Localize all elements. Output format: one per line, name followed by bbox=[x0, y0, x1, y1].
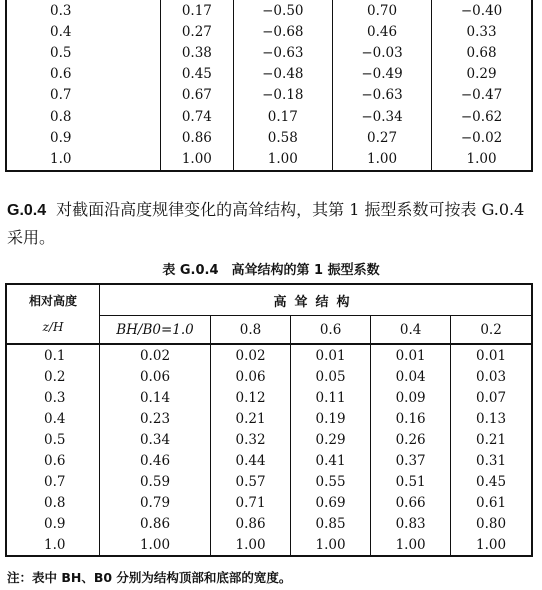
table-cell: 0.26 bbox=[371, 429, 451, 450]
relative-height-label: 相对高度 bbox=[28, 294, 77, 308]
table-cell: 0.21 bbox=[476, 431, 507, 448]
top-continued-table bbox=[5, 0, 533, 172]
ratio-header: 0.4 bbox=[371, 316, 451, 345]
table-cell: 0.29 bbox=[291, 429, 371, 450]
table-cell: 0.67 bbox=[161, 85, 234, 106]
table-cell: 0.7 bbox=[6, 85, 161, 106]
clause-number: G.0.4 bbox=[7, 202, 47, 219]
table-cell: 0.61 bbox=[476, 494, 507, 511]
table-cell: 0.59 bbox=[100, 471, 211, 492]
table-cell: −0.62 bbox=[460, 108, 503, 125]
table-row bbox=[6, 85, 532, 106]
table-cell: 0.80 bbox=[476, 515, 507, 532]
table-cell: 0.5 bbox=[6, 42, 161, 63]
table-cell: 0.11 bbox=[291, 387, 371, 408]
ratio-header: 0.2 bbox=[451, 316, 532, 345]
table-row bbox=[6, 42, 532, 63]
table-cell: 0.86 bbox=[211, 513, 291, 534]
table-cell: 0.01 bbox=[476, 347, 507, 364]
table-cell: 0.01 bbox=[291, 344, 371, 366]
table-row bbox=[6, 366, 532, 387]
table-cell: 0.05 bbox=[291, 366, 371, 387]
table-cell: −0.49 bbox=[332, 64, 431, 85]
table-cell: 0.74 bbox=[161, 106, 234, 127]
table-row bbox=[6, 408, 532, 429]
table-cell: 0.70 bbox=[332, 0, 431, 21]
table-cell: 0.12 bbox=[211, 387, 291, 408]
table-row bbox=[6, 127, 532, 148]
mode-coefficient-table bbox=[5, 283, 533, 557]
table-cell: 0.06 bbox=[100, 366, 211, 387]
table-cell: 1.00 bbox=[332, 148, 431, 170]
table-cell: −0.18 bbox=[233, 85, 332, 106]
table-cell: 0.71 bbox=[211, 492, 291, 513]
table-cell: 0.2 bbox=[6, 366, 100, 387]
table-cell: 0.38 bbox=[161, 42, 234, 63]
table-cell: 0.29 bbox=[466, 66, 497, 83]
table-cell: 0.33 bbox=[466, 23, 497, 40]
table-cell: 0.58 bbox=[233, 127, 332, 148]
table-cell: 0.31 bbox=[476, 452, 507, 469]
table-cell: 1.00 bbox=[371, 534, 451, 556]
table-cell: 0.34 bbox=[100, 429, 211, 450]
table-row bbox=[6, 513, 532, 534]
zh-label: z/H bbox=[42, 320, 64, 334]
ratio-label: BH/B0=1.0 bbox=[116, 321, 194, 338]
table-cell: 0.55 bbox=[291, 471, 371, 492]
table-cell: 0.17 bbox=[233, 106, 332, 127]
table-cell: 1.00 bbox=[291, 534, 371, 556]
table-cell: 0.79 bbox=[100, 492, 211, 513]
table-row bbox=[6, 492, 532, 513]
table-row bbox=[6, 106, 532, 127]
table-cell: 0.5 bbox=[6, 429, 100, 450]
table-cell: 0.44 bbox=[211, 450, 291, 471]
table-cell: 0.45 bbox=[476, 473, 507, 490]
table-cell: 0.83 bbox=[371, 513, 451, 534]
table-cell: 0.3 bbox=[6, 0, 161, 21]
table-cell: 1.00 bbox=[161, 148, 234, 170]
table-cell: 1.00 bbox=[211, 534, 291, 556]
table-cell: 0.4 bbox=[6, 408, 100, 429]
table-cell: 0.27 bbox=[161, 21, 234, 42]
table-cell: 0.68 bbox=[466, 44, 497, 61]
ratio-header: 0.6 bbox=[291, 316, 371, 345]
table-cell: 0.03 bbox=[476, 368, 507, 385]
ratio-header: 0.8 bbox=[211, 316, 291, 345]
table-cell: −0.40 bbox=[460, 2, 503, 19]
table-row bbox=[6, 344, 532, 366]
table-row bbox=[6, 534, 532, 556]
table-row bbox=[6, 64, 532, 85]
table-cell: 0.16 bbox=[371, 408, 451, 429]
table-row bbox=[6, 387, 532, 408]
table-cell: 1.00 bbox=[100, 534, 211, 556]
table-cell: 0.19 bbox=[291, 408, 371, 429]
table-cell: 1.0 bbox=[6, 148, 161, 170]
table-cell: 0.09 bbox=[371, 387, 451, 408]
table-cell: 0.32 bbox=[211, 429, 291, 450]
table-cell: 0.8 bbox=[6, 106, 161, 127]
table-cell: 1.00 bbox=[476, 536, 507, 553]
table-cell: −0.34 bbox=[332, 106, 431, 127]
table-cell: 1.00 bbox=[466, 150, 497, 167]
table-cell: 0.06 bbox=[211, 366, 291, 387]
table-cell: −0.63 bbox=[332, 85, 431, 106]
table-cell: 0.9 bbox=[6, 127, 161, 148]
table-cell: 0.45 bbox=[161, 64, 234, 85]
table-cell: 0.4 bbox=[6, 21, 161, 42]
table-cell: 0.57 bbox=[211, 471, 291, 492]
table-cell: 0.02 bbox=[211, 344, 291, 366]
clause-text: 对截面沿高度规律变化的高耸结构，其第 1 振型系数可按表 G.0.4 采用。 bbox=[7, 200, 525, 247]
clause-paragraph bbox=[7, 196, 539, 251]
table-cell: 0.3 bbox=[6, 387, 100, 408]
table-row bbox=[6, 450, 532, 471]
table-row bbox=[6, 0, 532, 21]
table-row bbox=[6, 471, 532, 492]
table-title: 表 G.0.4 高耸结构的第 1 振型系数 bbox=[162, 263, 380, 278]
table-cell: −0.47 bbox=[460, 87, 503, 104]
table-cell: 0.51 bbox=[371, 471, 451, 492]
table-cell: 0.6 bbox=[6, 64, 161, 85]
table-cell: 0.6 bbox=[6, 450, 100, 471]
table-cell: 0.21 bbox=[211, 408, 291, 429]
table-cell: 0.41 bbox=[291, 450, 371, 471]
table-cell: 0.04 bbox=[371, 366, 451, 387]
table-cell: 0.66 bbox=[371, 492, 451, 513]
table-cell: 0.27 bbox=[332, 127, 431, 148]
table-cell: 0.86 bbox=[100, 513, 211, 534]
table-cell: 0.02 bbox=[100, 344, 211, 366]
table-note: 注：表中 BH、B0 分别为结构顶部和底部的宽度。 bbox=[7, 570, 292, 585]
table-cell: 0.69 bbox=[291, 492, 371, 513]
table-cell: 1.00 bbox=[233, 148, 332, 170]
table-cell: −0.68 bbox=[233, 21, 332, 42]
table-cell: −0.02 bbox=[460, 129, 503, 146]
table-cell: 0.14 bbox=[100, 387, 211, 408]
table-cell: 0.8 bbox=[6, 492, 100, 513]
table-row bbox=[6, 21, 532, 42]
table-cell: 0.9 bbox=[6, 513, 100, 534]
table-cell: 0.1 bbox=[6, 344, 100, 366]
table-cell: 0.07 bbox=[476, 389, 507, 406]
table-cell: 0.01 bbox=[371, 344, 451, 366]
table-cell: 0.23 bbox=[100, 408, 211, 429]
table-cell: 0.46 bbox=[100, 450, 211, 471]
table-row bbox=[6, 148, 532, 170]
table-cell: 1.0 bbox=[6, 534, 100, 556]
table-cell: −0.50 bbox=[233, 0, 332, 21]
table-cell: −0.48 bbox=[233, 64, 332, 85]
table-cell: 0.13 bbox=[476, 410, 507, 427]
table-cell: 0.86 bbox=[161, 127, 234, 148]
table-cell: 0.7 bbox=[6, 471, 100, 492]
table-cell: 0.46 bbox=[332, 21, 431, 42]
relative-height-header bbox=[6, 284, 100, 344]
table-cell: 0.85 bbox=[291, 513, 371, 534]
tower-structure-header: 高耸结构 bbox=[100, 284, 533, 316]
table-row bbox=[6, 429, 532, 450]
table-cell: 0.17 bbox=[161, 0, 234, 21]
ratio-header bbox=[100, 316, 211, 345]
table-cell: −0.03 bbox=[332, 42, 431, 63]
table-cell: −0.63 bbox=[233, 42, 332, 63]
table-cell: 0.37 bbox=[371, 450, 451, 471]
